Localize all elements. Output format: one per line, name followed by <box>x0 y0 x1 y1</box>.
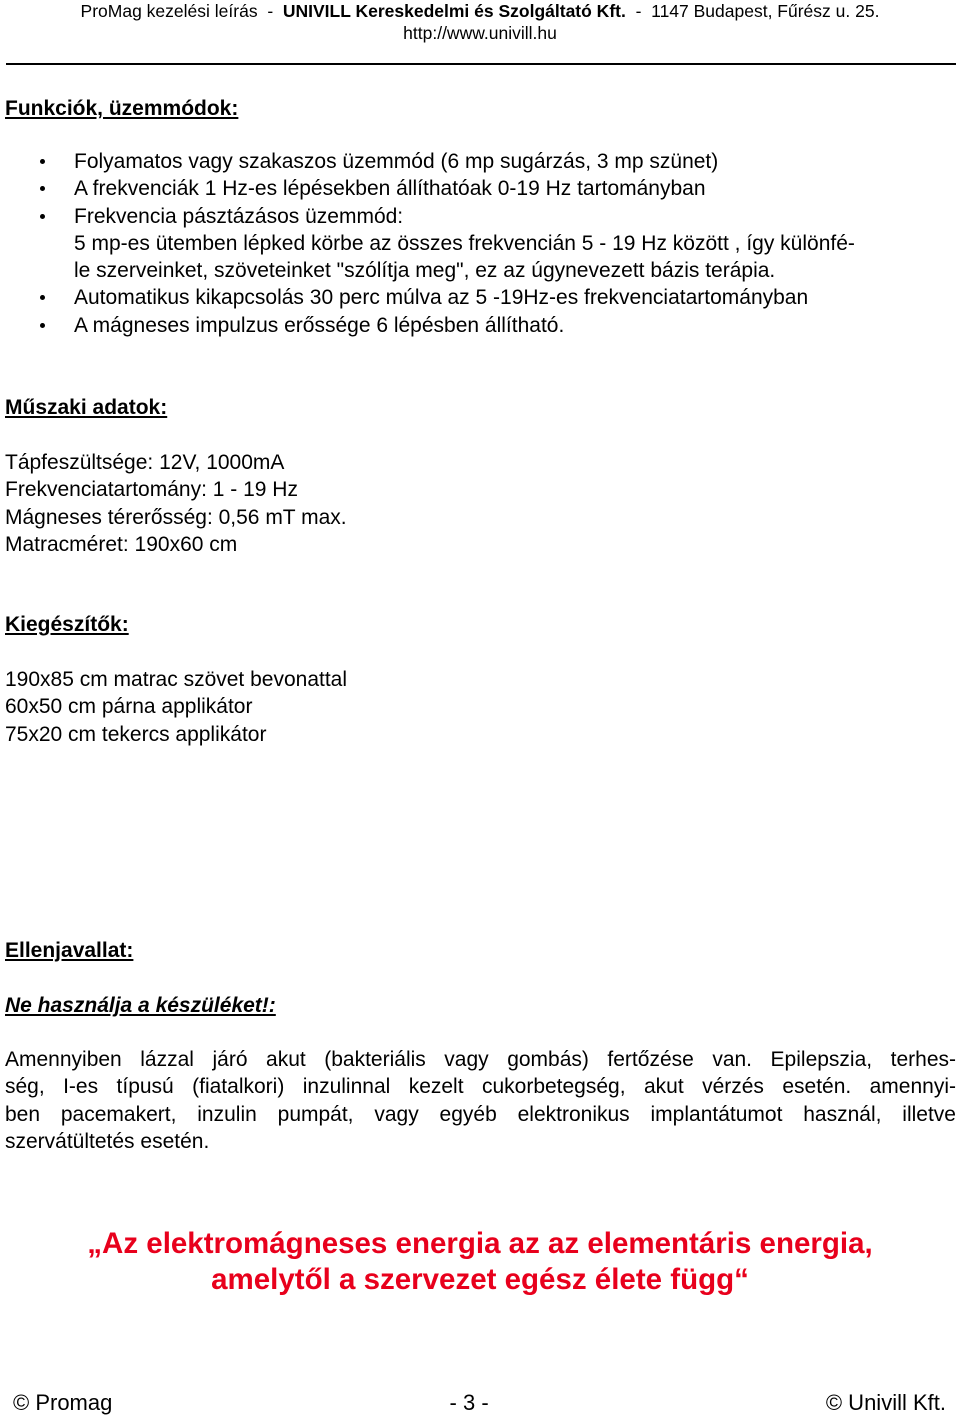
function-item-text: Folyamatos vagy szakaszos üzemmód (6 mp sugárzás, 3 mp szünet) <box>74 150 719 173</box>
page-number: - 3 - <box>449 1390 489 1415</box>
contraindication-subheading: Ne használja a készüléket!: <box>5 994 276 1017</box>
accessories-heading: Kiegészítők: <box>5 613 129 636</box>
function-item-text: Automatikus kikapcsolás 30 perc múlva az 5 -19Hz-es frekvenciatartományban <box>74 286 809 310</box>
header-divider <box>6 63 956 65</box>
contraindication-text <box>5 1046 956 1155</box>
bullet-icon <box>40 323 45 328</box>
accessories-list <box>5 666 347 748</box>
function-item-text: 5 mp-es ütemben lépked körbe az összes frekvencián 5 - 19 Hz között , így különfé- <box>74 231 855 255</box>
accessory-line: 190x85 cm matrac szövet bevonattal <box>5 668 348 691</box>
function-item-text: Frekvencia pásztázásos üzemmód: <box>74 204 404 228</box>
contraindication-heading: Ellenjavallat: <box>5 939 134 962</box>
contraindication-line: szervátültetés esetén. <box>5 1129 210 1153</box>
function-list-item <box>40 148 960 175</box>
contraindication-line: ség, I-es típusú (fiatalkori) inzulinnal kezelt cukorbetegség, akut vérzés esetén. amennyi- <box>5 1075 956 1099</box>
footer-copyright-right: © Univill Kft. <box>825 1390 946 1415</box>
technical-heading: Műszaki adatok: <box>5 396 168 419</box>
slogan-quote <box>0 1226 960 1298</box>
header-company: UNIVILL Kereskedelmi és Szolgáltató Kft. <box>282 1 626 21</box>
accessory-line: 60x50 cm párna applikátor <box>5 695 253 719</box>
header-url[interactable]: http://www.univill.hu <box>403 23 557 43</box>
bullet-icon <box>40 295 45 300</box>
page-header-line <box>0 0 960 22</box>
contraindication-line: Amennyiben lázzal járó akut (bakteriális vagy gombás) fertőzése van. Epilepszia, terhes- <box>5 1048 956 1071</box>
slogan-line: „Az elektromágneses energia az az elementáris energia, <box>87 1227 873 1260</box>
function-list-item <box>40 284 960 311</box>
header-separator: - <box>635 1 642 21</box>
page-footer <box>13 1389 946 1417</box>
technical-data-line: Matracméret: 190x60 cm <box>5 532 238 556</box>
bullet-icon <box>40 186 45 191</box>
functions-list <box>40 148 960 339</box>
functions-heading: Funkciók, üzemmódok: <box>5 97 239 120</box>
bullet-icon <box>40 159 45 164</box>
header-address: 1147 Budapest, Fűrész u. 25. <box>651 1 880 21</box>
bullet-icon <box>40 214 45 219</box>
accessory-line: 75x20 cm tekercs applikátor <box>5 722 267 746</box>
function-item-text: A mágneses impulzus erőssége 6 lépésben állítható. <box>74 313 565 337</box>
technical-data-line: Mágneses térerősség: 0,56 mT max. <box>5 505 347 529</box>
function-item-text: A frekvenciák 1 Hz-es lépésekben állíthatóak 0-19 Hz tartományban <box>74 177 706 201</box>
header-separator: - <box>267 1 274 21</box>
contraindication-line: ben pacemakert, inzulin pumpát, vagy egyéb elektronikus implantátumot használ, illetve <box>5 1102 956 1126</box>
technical-data-line: Tápfeszültsége: 12V, 1000mA <box>5 451 285 474</box>
footer-copyright-left: © Promag <box>13 1390 113 1415</box>
function-list-item <box>40 175 960 202</box>
header-doc-title: ProMag kezelési leírás <box>80 1 258 21</box>
function-item-text: le szerveinket, szöveteinket "szólítja meg", ez az úgynevezett bázis terápia. <box>74 259 776 283</box>
function-list-item <box>40 312 960 339</box>
function-list-item <box>40 203 960 285</box>
technical-data-line: Frekvenciatartomány: 1 - 19 Hz <box>5 478 298 502</box>
slogan-line: amelytől a szervezet egész élete függ“ <box>211 1263 749 1296</box>
technical-data-list <box>5 449 347 558</box>
